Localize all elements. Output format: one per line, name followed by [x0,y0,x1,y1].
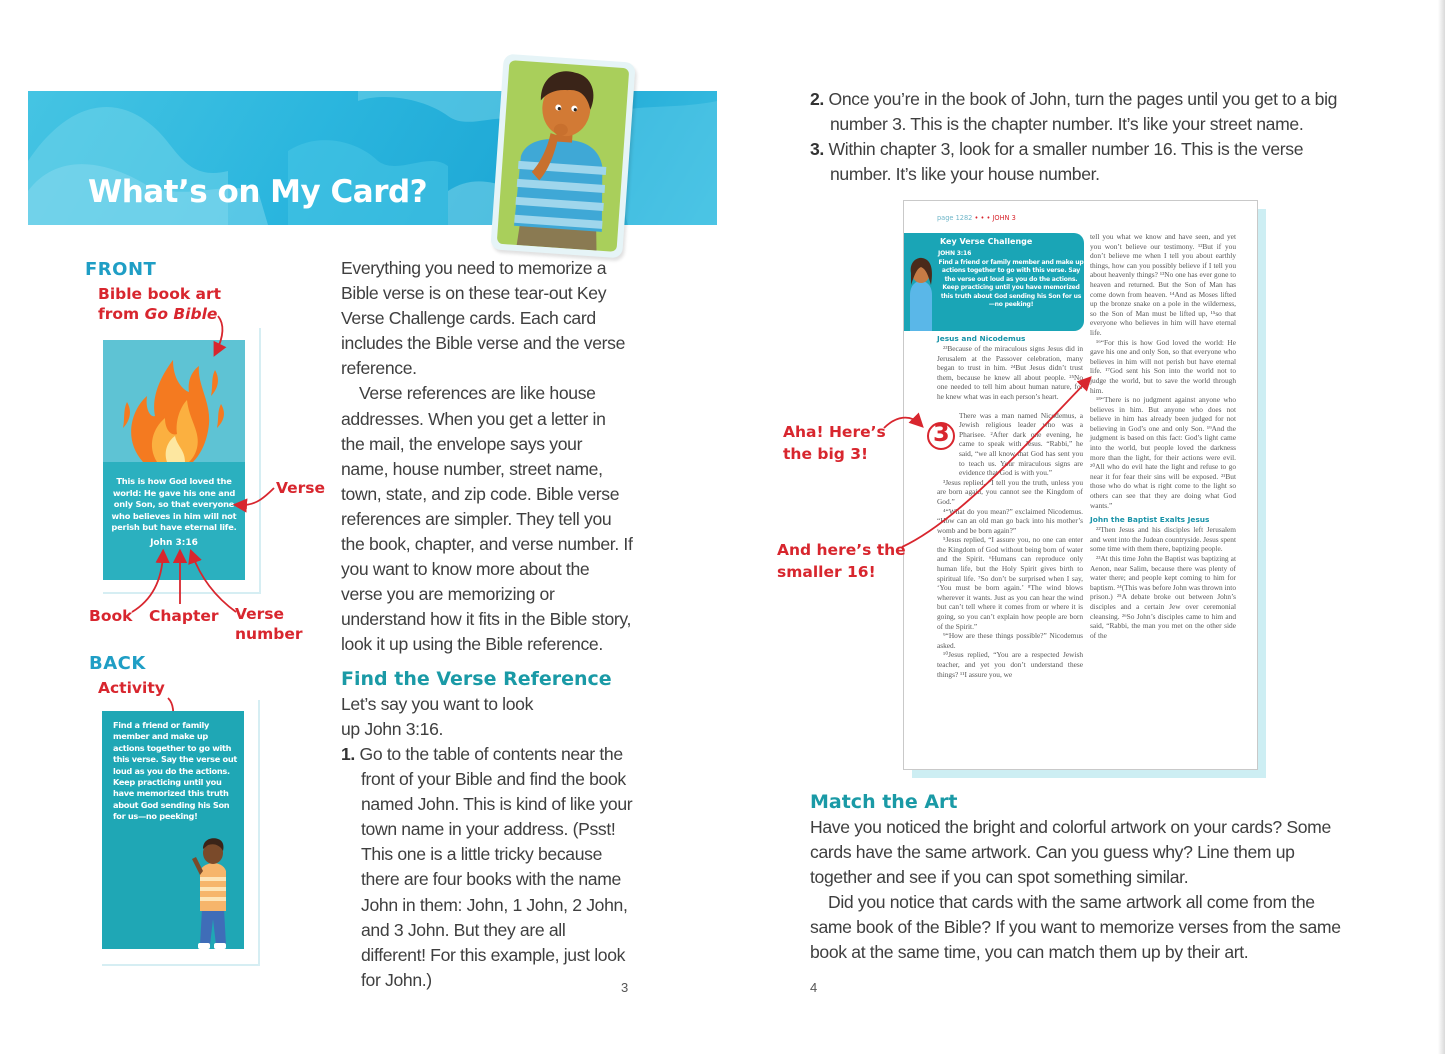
go-bible-title: Go Bible [144,305,218,323]
find-verse-reference-heading: Find the Verse Reference [341,668,612,690]
step-3-number: 3. [810,139,824,160]
verse-arrow [238,488,274,505]
verse-label: Verse [276,479,326,497]
bible-paragraph-verse-16: ¹⁶“For this is how God loved the world: He gave his one and only Son, so that everyone who believes in him will not perish but have eternal life. ¹⁷God sent his Son into the world not to judge the world, but to save the world through him. [1090,337,1236,395]
book-arrow [132,554,163,612]
back-card [102,711,244,949]
bible-running-head: JOHN 3 [992,214,1016,222]
step-2-text: Once you’re in the book of John, turn the pages until you get to a big number 3. This is the chapter number. It’s like your street name. [828,89,1338,135]
bible-paragraph: ¹⁰Jesus replied, “You are a respected Jewish teacher, and yet you don’t understand these things? ¹¹I assure you, we [937,650,1083,679]
activity-label: Activity [98,679,165,697]
kvc-title: Key Verse Challenge [940,237,1033,246]
bible-paragraph: ⁴“What do you mean?” exclaimed Nicodemus. “How can an old man go back into his mother’s womb and be born again?” [937,506,1083,535]
step-1 [341,742,633,993]
bible-paragraph: ⁹“How are these things possible?” Nicodemus asked. [937,631,1083,650]
match-paragraph-2: Did you notice that cards with the same artwork all come from the same book of the Bible? If you want to memorize verses from the same book at the same time, you can match them up by their art. [810,892,1341,963]
bible-paragraph-text: There was a man named Nicodemus, a Jewish religious leader who was a Pharisee. ²After dark one evening, he came to speak with Jesus. “Rabbi,” he said, “we all know that God has sent you to teach us. Your miraculous signs are evidence that God is with you.” [959,410,1083,478]
intro-paragraph-2: Verse references are like house addresses. When you get a letter in the mail, the envelope says your name, house number, street name, town, state, and zip code. Bible verse references are simpler. They tell you the book, chapter, and verse number. If you want to know more about the verse you are memorizing or understand how it fits in the Bible story, look it up using the Bible reference. [341,383,633,655]
back-heading: BACK [89,653,146,674]
chapter-label: Chapter [149,607,219,625]
small-16-arrow [902,380,1088,547]
intro-paragraph-1: Everything you need to memorize a Bible verse is on these tear-out Key Verse Challenge cards. Each card includes the Bible verse and the verse reference. [341,258,626,379]
big-3-annotation-line1: Aha! Here’s [783,423,886,441]
match-the-art-heading: Match the Art [810,791,958,813]
bible-paragraph: ²³At this time John the Baptist was baptizing at Aenon, near Salim, because there was plenty of water there; and people kept coming to him for baptism. ²⁴(This was before John was thrown into prison.) ²⁵A debate broke out between John’s disciples and a certain Jew over ceremonial cleansing. ²⁶So John’s disciples came to him and said, “Rabbi, the man you met on the other side of the [1090,554,1236,640]
big-3-arrow [884,418,920,428]
page-number-right: 4 [810,980,818,995]
bible-paragraph: ²²Then Jesus and his disciples left Jerusalem and went into the Judean countryside. Jesus spent some time with them there, baptizing people. [1090,525,1236,554]
art-arrow [216,316,222,352]
card-activity-text: Find a friend or family member and make up actions together to go with this verse. Say the verse out loud as you do the actions. Keep practicing until you have memorized this truth about God sending his Son for us—no peeking! [113,720,237,822]
bible-paragraph: ²³Because of the miraculous signs Jesus did in Jerusalem at the Passover celebration, many began to trust in him. ²⁴But Jesus didn’t trust them, because he knew all about people. ²⁵No one needed to tell him about human nature, for he knew what was in each person’s heart. [937,344,1083,401]
match-the-art-text [810,815,1355,966]
label-prefix: from [98,305,145,323]
verse-number-arrow [192,554,236,612]
find-intro: Let’s say you want to look up John 3:16. [341,694,534,740]
intro-text [341,256,633,658]
card-verse-text: This is how God loved the world: He gave his one and only Son, so that everyone who believes in him will not perish but have eternal life. [111,476,237,532]
card-reference: John 3:16 [150,538,198,548]
chapter-numeral: 3 [933,419,950,447]
book-label: Book [89,607,133,625]
bible-paragraph: tell you what we know and have seen, and yet you won’t believe our testimony. ¹²But if you don’t believe me when I tell you about earthly things, how can you possibly believe if I tell you about heavenly things? ¹³No one has ever gone to heaven and returned. But the Son of Man has come down from heaven. ¹⁴And as Moses lifted up the bronze snake on a pole in the wilderness, so the Son of Man must be lifted up, ¹⁵so that everyone who believes in him will have eternal life. [1090,232,1236,337]
waving-boy-illustration [188,829,238,949]
verse-number-label-line2: number [235,625,303,643]
header-dots: • • • [974,214,991,222]
step-1-text: Go to the table of contents near the front of your Bible and find the book named John. This is kind of like your town name in your address. (Psst! This one is a little tricky because there are four books with the name John in them: John, 1 John, 2 John, and 3 John. But they are all different! For this example, just look for John.) [359,744,633,990]
bible-paragraph: ⁵Jesus replied, “I assure you, no one can enter the Kingdom of God without being born of water and the Spirit. ⁶Humans can reproduce only human life, but the Holy Spirit gives birth to spiritual life. ⁷So don’t be surprised when I say, ‘You must be born again.’ ⁸The wind blows wherever it wants. Just as you can hear the wind but can’t tell where it comes from or where it is going, so you can’t explain how people are born of the Spirit.” [937,535,1083,631]
bible-paragraph: ¹⁸“There is no judgment against anyone who believes in him. But anyone who does not believe in him has already been judged for not believing in God’s one and only Son. ¹⁹And the judgment is based on this fact: God’s light came into the world, but people loved the darkness more than the light, for their actions were evil. ²⁰All who do evil hate the light and refuse to go near it for fear their sins will be exposed. ²¹But those who do what is right come to the light so others can see that they are doing what God wants.” [1090,395,1236,510]
kvc-body: Find a friend or family member and make up actions together to go with this verse. Say the verse out loud as you do the actions. Keep practicing until you have memorized this truth about God sending his Son for us—no peeking! [938,258,1084,308]
bible-paragraph: ³Jesus replied, “I tell you the truth, unless you are born again, you cannot see the Kingdom of God.” [937,477,1083,506]
verse-number-label-line1: Verse [235,605,285,623]
front-heading: FRONT [85,259,157,280]
kvc-reference: JOHN 3:16 [938,250,972,257]
heading-john-the-baptist: John the Baptist Exalts Jesus [1090,515,1210,525]
step-1-number: 1. [341,744,355,764]
big-3-annotation-line2: the big 3! [783,445,869,463]
bible-page-number: page 1282 [937,214,973,222]
step-2-number: 2. [810,89,824,109]
step-3-text: Within chapter 3, look for a smaller number 16. This is the verse number. It’s like your house number. [828,139,1304,185]
bible-book-art-label-line1: Bible book art [98,285,222,303]
small-16-annotation-line1: And here’s the [777,541,906,559]
small-16-annotation-line2: smaller 16! [777,563,876,581]
match-paragraph-1: Have you noticed the bright and colorful artwork on your cards? Some cards have the same artwork. Can you guess why? Line them up together and see if you can spot something similar. [810,817,1331,888]
page-number-left: 3 [621,980,629,995]
heading-jesus-and-nicodemus: Jesus and Nicodemus [937,334,1026,343]
page-title: What’s on My Card? [88,174,428,210]
